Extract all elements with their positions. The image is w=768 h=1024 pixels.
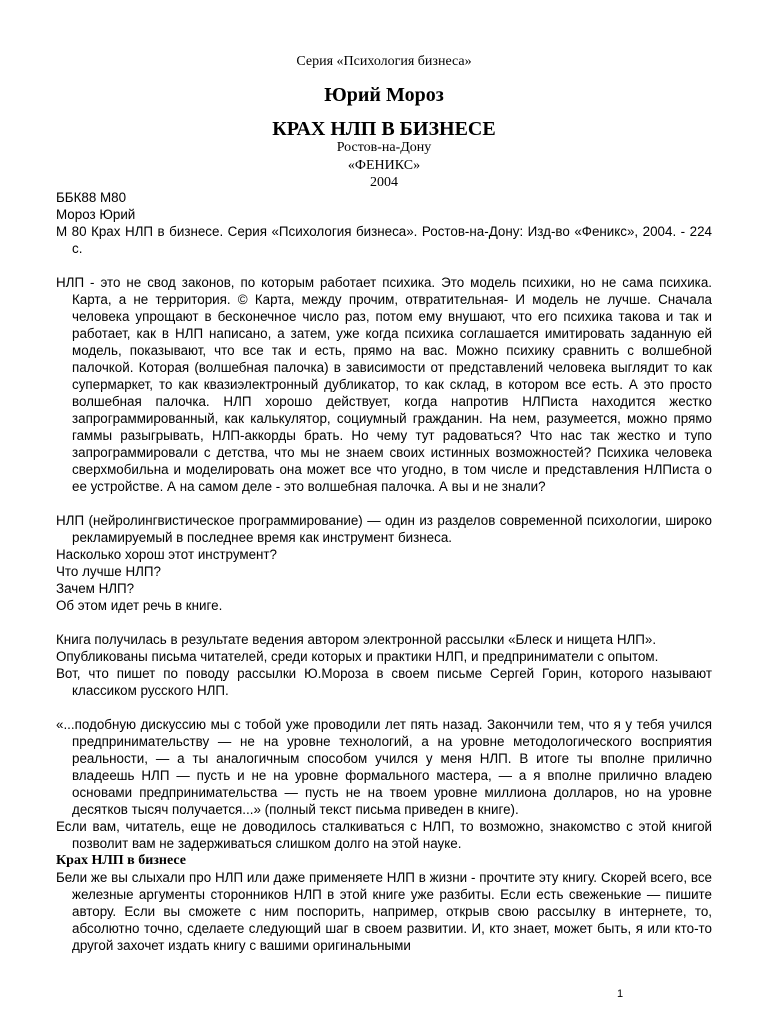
question-4: Об этом идет речь в книге. xyxy=(56,598,223,613)
reader-note: Если вам, читатель, еще не доводилось сталкиваться с НЛП, то возможно, знакомство с этой книгой позволит вам не задерживаться слишком долго на этой науке. xyxy=(56,819,712,851)
series-title: Серия «Психология бизнеса» xyxy=(296,54,472,69)
bbk-code: ББК88 М80 xyxy=(56,190,127,205)
publisher-name: «ФЕНИКС» xyxy=(347,158,421,173)
question-1: Насколько хорош этот инструмент? xyxy=(56,547,277,562)
author-name: Юрий Мороз xyxy=(324,84,444,106)
book-origin-2: Опубликованы письма читателей, среди которых и практики НЛП, и предприниматели с опытом. xyxy=(56,649,659,664)
page-number: 1 xyxy=(616,988,624,1000)
question-3: Зачем НЛП? xyxy=(56,581,135,596)
closing-paragraph: Бели же вы слыхали про НЛП или даже применяете НЛП в жизни - прочтите эту книгу. Скорей всего, все железные аргументы сторонников НЛП в этой книге уже разбиты. Если есть свеженькие — пишите автору. Если вы сможете с ним поспорить, например, открыв свою рассылку в интернете, то, абсолютно точно, сделаете следующий шаг в своем развитии. И, кто знает, может быть, я или кто-то другой захочет издать книгу с вашими оригинальными xyxy=(56,870,712,953)
book-origin-3: Вот, что пишет по поводу рассылки Ю.Мороза в своем письме Сергей Горин, которого называют классиком русского НЛП. xyxy=(56,666,712,698)
nlp-definition: НЛП (нейролингвистическое программирование) — один из разделов современной психологии, широко рекламируемый в последнее время как инструмент бизнеса. xyxy=(56,513,712,545)
gorin-quote: «...подобную дискуссию мы с тобой уже проводили лет пять назад. Закончили тем, что я у тебя учился предпринимательству — не на уровне технологий, а на уровне методологического восприятия реальности, — а ты аналогичным способом учился у меня НЛП. В итоге ты вполне прилично владеешь НЛП — пусть и не на уровне формального мастера, — а я вполне прилично владею основами предпринимательства — пусть не на твоем уровне миллиона долларов, но на уровне десятков тысяч получается...» (полный текст письма приведен в книге). xyxy=(56,717,712,817)
book-title: КРАХ НЛП В БИЗНЕСЕ xyxy=(272,118,496,140)
bib-author: Мороз Юрий xyxy=(56,207,136,222)
bib-record: М 80 Крах НЛП в бизнесе. Серия «Психология бизнеса». Ростов-на-Дону: Изд-во «Феникс», 2004. - 224 с. xyxy=(56,224,712,256)
question-2: Что лучше НЛП? xyxy=(56,564,161,579)
book-origin-1: Книга получилась в результате ведения автором электронной рассылки «Блеск и нищета НЛП». xyxy=(56,632,657,647)
publication-year: 2004 xyxy=(370,175,398,190)
body-text xyxy=(56,189,712,954)
intro-paragraph: НЛП - это не свод законов, по которым работает психика. Это модель психики, но не сама психика. Карта, а не территория. © Карта, между прочим, отвратительная- И модель не лучше. Сначала человека упрощают в бесконечное число раз, потом ему внушают, что его психика такова и так и работает, как в НЛП написано, а затем, уже когда психика соглашается имитировать заданную ей модель, показывают, что все так и есть, прямо на вас. Можно психику сравнить с волшебной палочкой. Которая (волшебная палочка) в зависимости от представлений человека выглядит то как супермаркет, то как квазиэлектронный дубликатор, то как склад, в котором все есть. А это просто волшебная палочка. НЛП хорошо действует, когда напротив НЛПиста находится жестко запрограммированный, как калькулятор, социумный гражданин. На нем, разумеется, можно прямо гаммы разыгрывать, НЛП-аккорды брать. Но чему тут радоваться? Что нас так жестко и тупо запрограммировали с детства, что мы не знаем своих истинных возможностей? Психика человека сверхмобильна и моделировать она может все что угодно, в том числе и представления НЛПиста о ее устройстве. А на самом деле - это волшебная палочка. А вы и не знали? xyxy=(56,275,712,494)
section-heading: Крах НЛП в бизнесе xyxy=(56,853,186,868)
publication-city: Ростов-на-Дону xyxy=(336,140,432,155)
